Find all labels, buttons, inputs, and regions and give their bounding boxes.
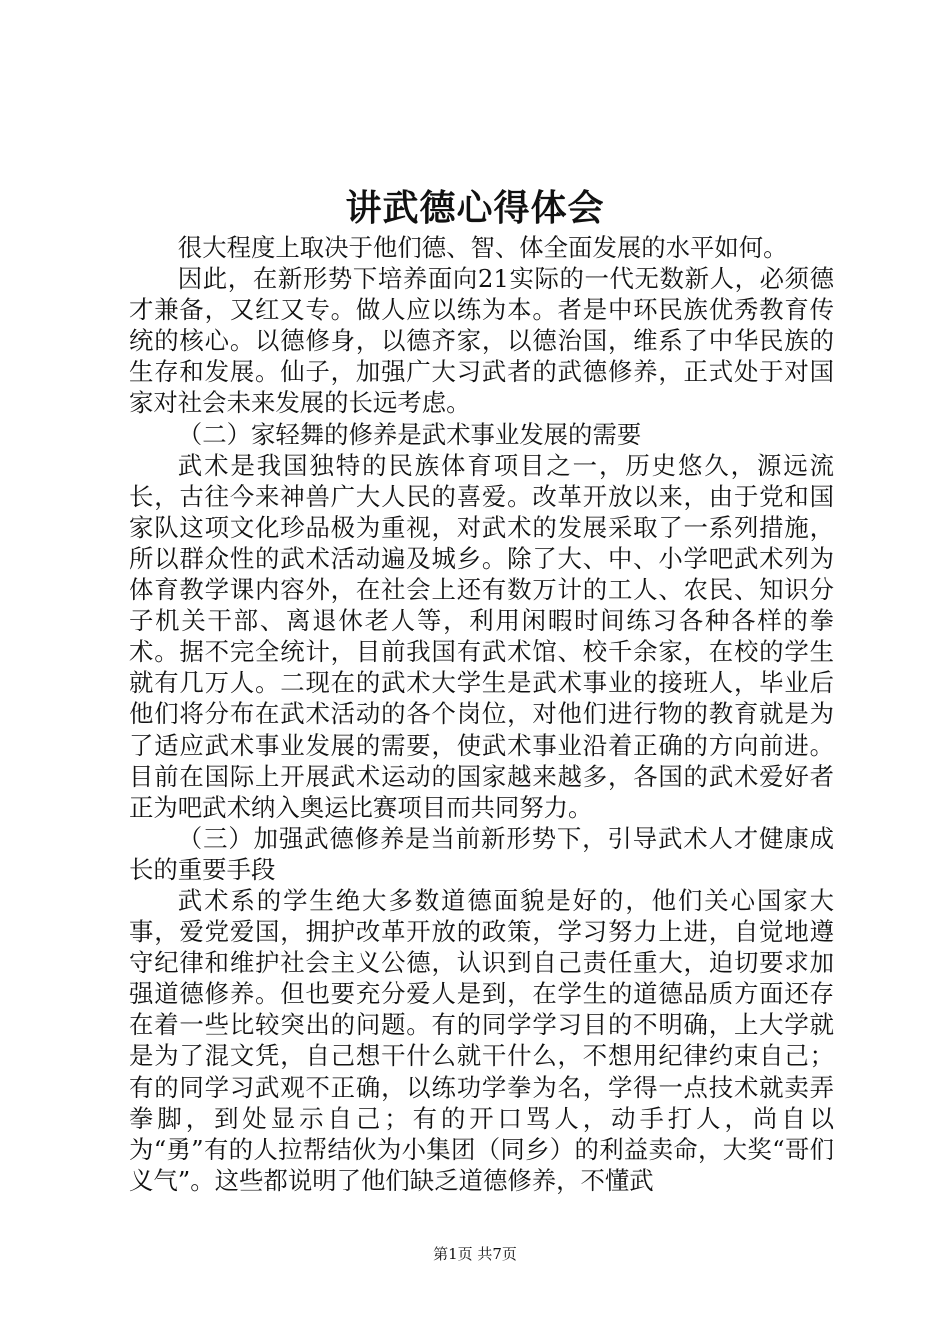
paragraph-3: 武术是我国独特的民族体育项目之一，历史悠久，源远流长，古往今来神兽广大人民的喜爱。改革开放以来，由于党和国家队这项文化珍品极为重视，对武术的发展采取了一系列措施，所以群众性的武术活动遍及城乡。除了大、中、小学吧武术列为体育教学课内容外，在社会上还有数万计的工人、农民、知识分子机关干部、离退休老人等，利用闲暇时间练习各种各样的拳术。据不完全统计，目前我国有武术馆、校千余家，在校的学生就有几万人。二现在的武术大学生是武术事业的接班人，毕业后他们将分布在武术活动的各个岗位，对他们进行物的教育就是为了适应武术事业发展的需要，使武术事业沿着正确的方向前进。目前在国际上开展武术运动的国家越来越多，各国的武术爱好者正为吧武术纳入奥运比赛项目而共同努力。: [129, 450, 834, 822]
paragraph-1: 很大程度上取决于他们德、智、体全面发展的水平如何。: [177, 233, 788, 262]
document-body: [129, 232, 834, 1196]
section-heading-2: （二）家轻舞的修养是武术事业发展的需要: [177, 419, 642, 449]
paragraph-4: 武术系的学生绝大多数道德面貌是好的，他们关心国家大事，爱党爱国，拥护改革开放的政策，学习努力上进，自觉地遵守纪律和维护社会主义公德，认识到自己责任重大，迫切要求加强道德修养。但也要充分爱人是到，在学生的道德品质方面还存在着一些比较突出的问题。有的同学学习目的不明确，上大学就是为了混文凭，自己想干什么就干什么，不想用纪律约束自己；有的同学习武观不正确，以练功学拳为名，学得一点技术就卖弄拳脚，到处显示自己；有的开口骂人，动手打人，尚自以为“勇”有的人拉帮结伙为小集团（同乡）的利益卖命，大奖“哥们义气”。这些都说明了他们缺乏道德修养，不懂武: [129, 885, 834, 1195]
document-title: 讲武德心得体会: [345, 187, 605, 229]
section-heading-3: （三）加强武德修养是当前新形势下，引导武术人才健康成长的重要手段: [129, 823, 834, 884]
page-number-current: 第1页: [433, 1245, 473, 1263]
page-footer: [0, 1244, 950, 1264]
page-number-total: 共7页: [477, 1245, 517, 1263]
paragraph-2: 因此，在新形势下培养面向21实际的一代无数新人，必须德才兼备，又红又专。做人应以练为本。者是中环民族优秀教育传统的核心。以德修身，以德齐家，以德治国，维系了中华民族的生存和发展。仙子，加强广大习武者的武德修养，正式处于对国家对社会未来发展的长远考虑。: [129, 264, 834, 418]
